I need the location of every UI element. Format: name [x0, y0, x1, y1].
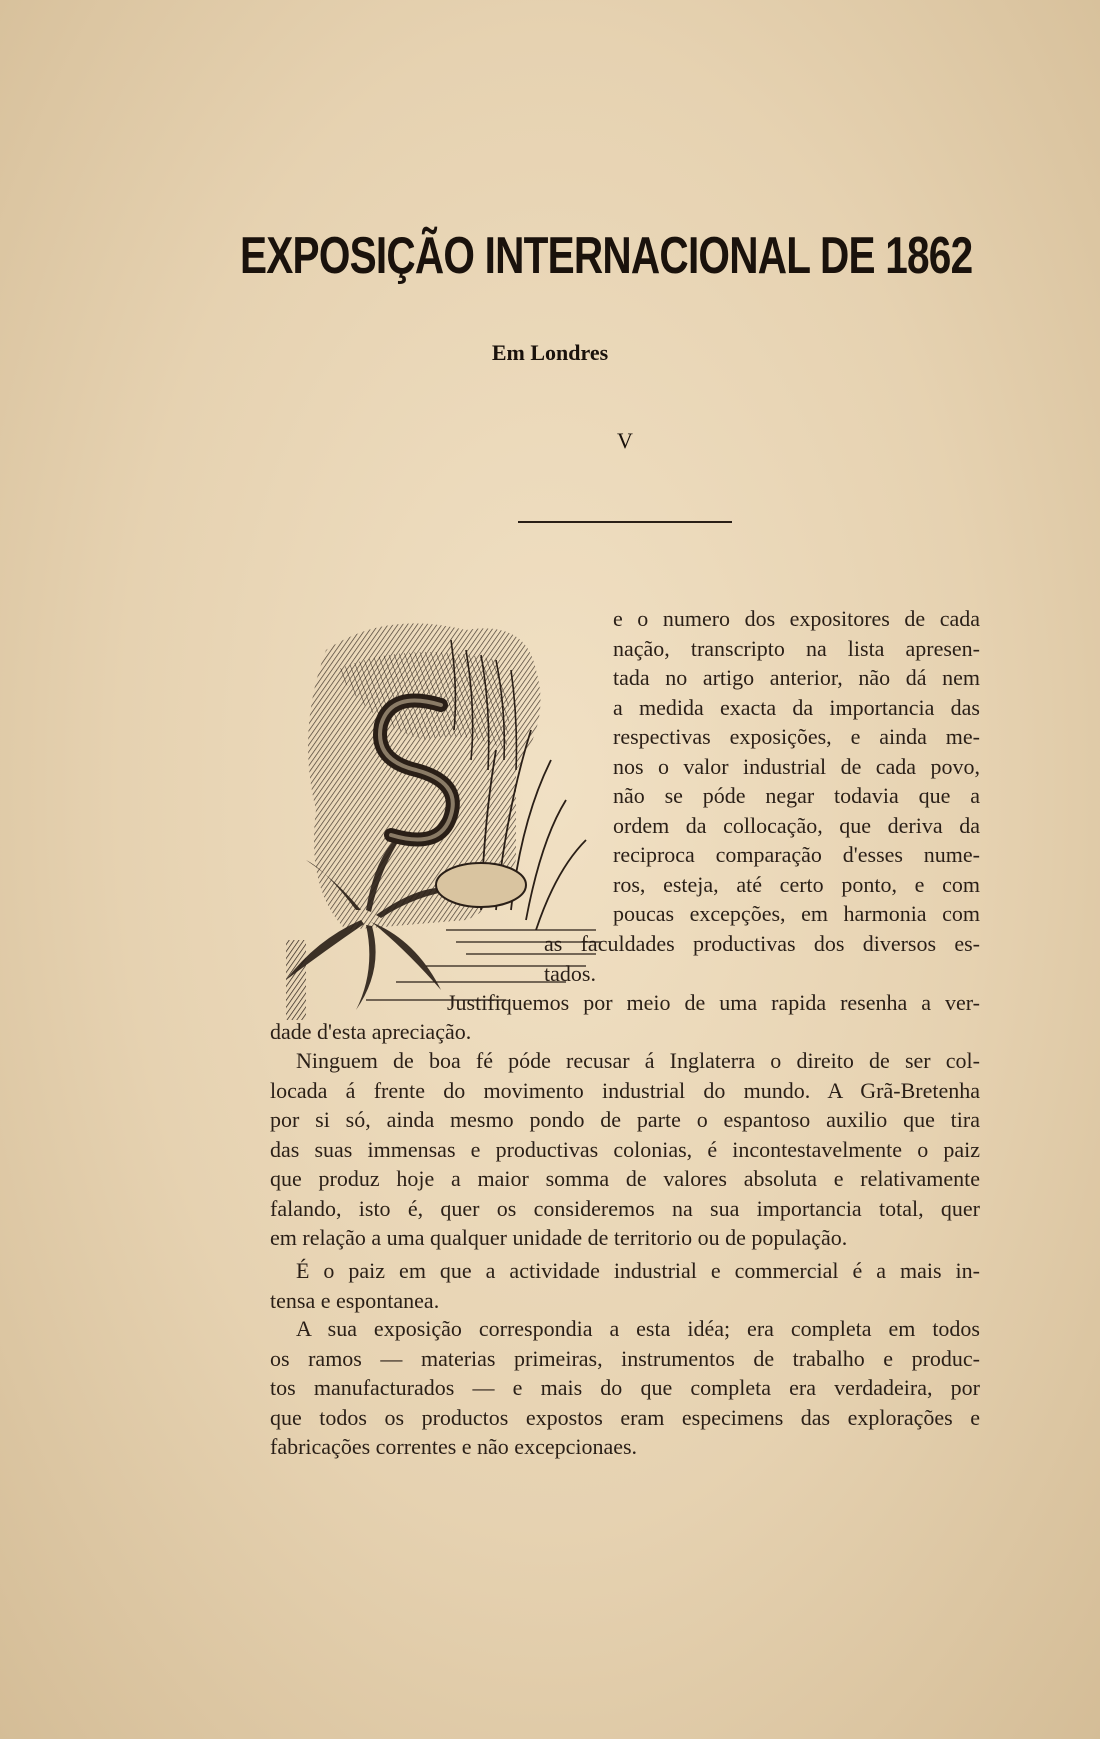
text-line: que todos os productos expostos eram especimens das explorações e [270, 1404, 980, 1430]
text-line: tensa e espontanea. [270, 1287, 440, 1313]
text-line: as faculdades productivas dos diversos es- [544, 931, 980, 956]
text-line: tados. [544, 960, 596, 986]
page-title: EXPOSIÇÃO INTERNACIONAL DE 1862 [240, 227, 973, 285]
text-line: em relação a uma qualquer unidade de territorio ou de população. [270, 1225, 848, 1250]
text-line: tos manufacturados — e mais do que completa era verdadeira, por [270, 1375, 980, 1400]
text-line: ordem da collocação, que deriva da [613, 812, 980, 838]
text-line: nação, transcripto na lista apresen- [613, 635, 980, 661]
text-line: reciproca comparação d'esses nume- [613, 842, 980, 867]
divider-rule [518, 521, 732, 523]
text-line: os ramos — materias primeiras, instrumentos de trabalho e produc- [270, 1345, 980, 1371]
text-line: não se póde negar todavia que a [613, 783, 980, 808]
text-line: fabricações correntes e não excepcionaes. [270, 1434, 638, 1459]
text-line: ros, esteja, até certo ponto, e com [613, 871, 980, 897]
text-line: nos o valor industrial de cada povo, [613, 753, 980, 779]
text-line: por si só, ainda mesmo pondo de parte o espantoso auxilio que tira [270, 1107, 980, 1132]
text-line: e o numero dos expositores de cada [613, 606, 980, 631]
drop-cap: S [266, 610, 267, 611]
text-line: falando, isto é, quer os consideremos na sua importancia total, quer [270, 1195, 980, 1221]
paragraph-2-line: dade d'esta apreciação. [270, 1019, 472, 1044]
text-line: tada no artigo anterior, não dá nem [613, 665, 980, 690]
text-line: poucas excepções, em harmonia com [613, 901, 980, 926]
section-number: V [617, 428, 633, 453]
text-line: respectivas exposições, e ainda me- [613, 724, 980, 749]
page-subtitle: Em Londres [491, 340, 609, 365]
text-line: A sua exposição correspondia a esta idéa; era completa em todos [296, 1316, 980, 1341]
text-line: das suas immensas e productivas colonias, é incontestavelmente o paiz [270, 1136, 980, 1162]
text-line: Ninguem de boa fé póde recusar á Inglaterra o direito de ser col- [296, 1048, 980, 1073]
paragraph-2-line: Justifiquemos por meio de uma rapida resenha a ver- [447, 990, 980, 1015]
text-line: É o paiz em que a actividade industrial e commercial é a mais in- [296, 1258, 980, 1283]
text-line: que produz hoje a maior somma de valores absoluta e relativamente [270, 1166, 980, 1191]
engraving-heron-in-marsh-icon [266, 610, 606, 1020]
text-line: locada á frente do movimento industrial do mundo. A Grã-Bretenha [270, 1077, 980, 1103]
text-line: a medida exacta da importancia das [613, 694, 980, 720]
